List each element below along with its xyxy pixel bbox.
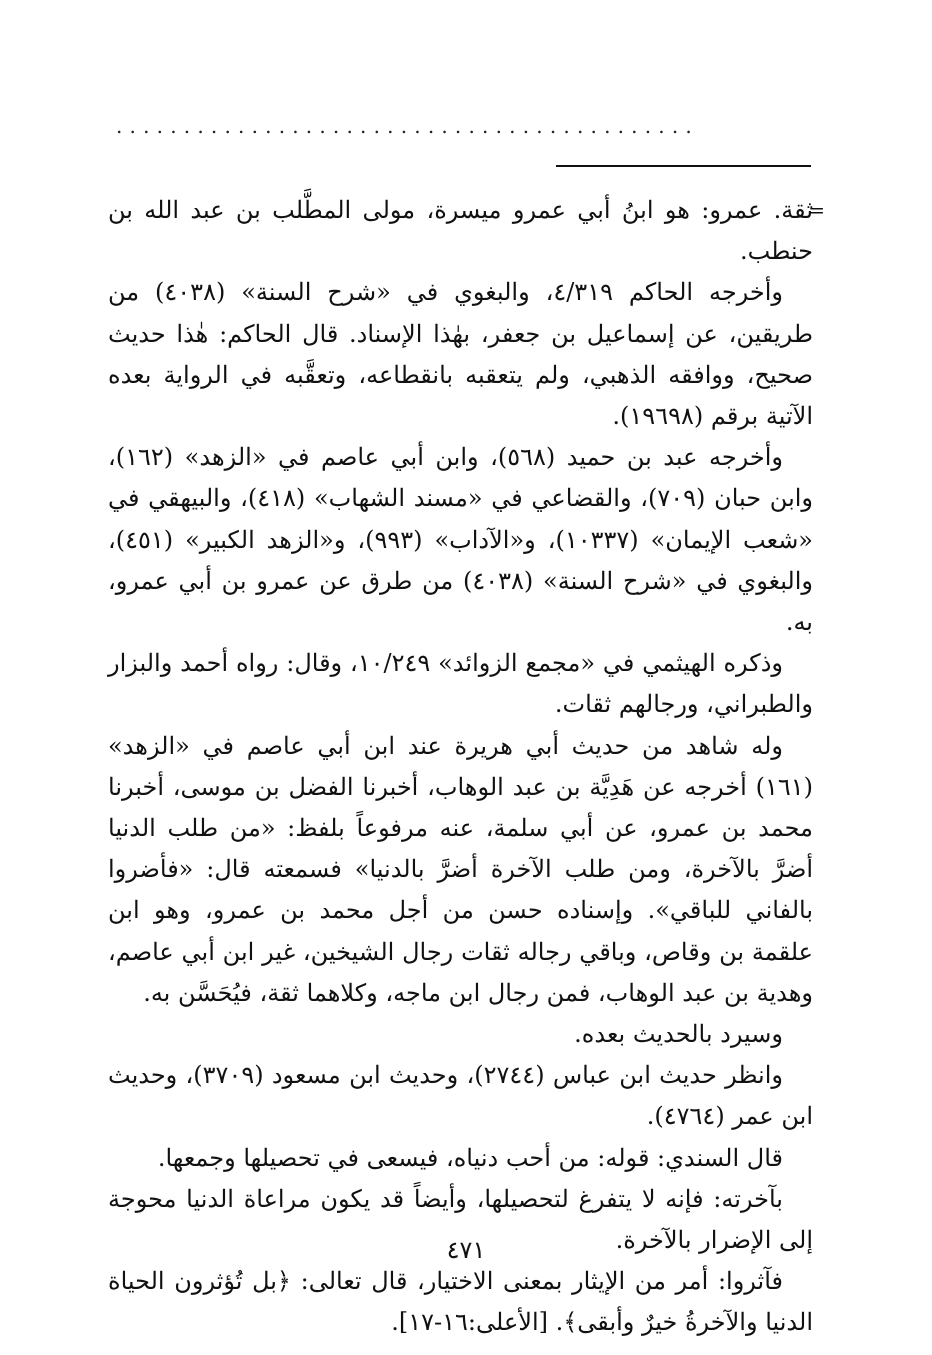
continuation-mark: = <box>808 198 825 222</box>
paragraph-10: فآثروا: أمر من الإيثار بمعنى الاختيار، قال تعالى: ﴿بل تُؤثرون الحياة الدنيا والآخرةُ خيرٌ وأبقى﴾. [الأعلى:١٦-١٧]. <box>108 1267 813 1337</box>
paragraph-8: قال السندي: قوله: من أحب دنياه، فيسعى في تحصيلها وجمعها. <box>157 1143 783 1172</box>
separator-dots: ........................................... <box>116 114 699 138</box>
paragraph-6: وسيرد بالحديث بعده. <box>574 1020 783 1049</box>
paragraph-1 <box>108 190 825 272</box>
paragraph-9: بآخرته: فإنه لا يتفرغ لتحصيلها، وأيضاً قد يكون مراعاة الدنيا محوجة إلى الإضرار بالآخرة. <box>108 1184 813 1255</box>
paragraph-7: وانظر حديث ابن عباس (٢٧٤٤)، وحديث ابن مسعود (٣٧٠٩)، وحديث ابن عمر (٤٧٦٤). <box>108 1061 813 1131</box>
paragraph-2: وأخرجه الحاكم ٤/٣١٩، والبغوي في «شرح السنة» (٤٠٣٨) من طريقين، عن إسماعيل بن جعفر، بهٰذا الإسناد. قال الحاكم: هٰذا حديث صحيح، ووافقه الذهبي، ولم يتعقبه بانقطاعه، وتعقَّبه في الرواية بعده الآتية برقم (١٩٦٩٨). <box>108 278 813 431</box>
footnote-text <box>108 190 825 1344</box>
footnote-rule <box>556 165 811 167</box>
paragraph-text: ثقة. عمرو: هو ابنُ أبي عمرو ميسرة، مولى المطَّلب بن عبد الله بن حنطب. <box>108 196 813 266</box>
paragraph-5: وله شاهد من حديث أبي هريرة عند ابن أبي عاصم في «الزهد» (١٦١) أخرجه عن هَدِيَّة بن عبد الوهاب، أخبرنا الفضل بن موسى، أخبرنا محمد بن عمرو، عن أبي سلمة، عنه مرفوعاً بلفظ: «من طلب الدنيا أضرَّ بالآخرة، ومن طلب الآخرة أضرَّ بالدنيا» فسمعته قال: «فأضروا بالفاني للباقي». وإسناده حسن من أجل محمد بن عمرو، وهو ابن علقمة بن وقاص، وباقي رجاله ثقات رجال الشيخين، غير ابن أبي عاصم، وهدية بن عبد الوهاب، فمن رجال ابن ماجه، وكلاهما ثقة، فيُحَسَّن به. <box>108 731 813 1007</box>
paragraph-3: وأخرجه عبد بن حميد (٥٦٨)، وابن أبي عاصم في «الزهد» (١٦٢)، وابن حبان (٧٠٩)، والقضاعي في «مسند الشهاب» (٤١٨)، والبيهقي في «شعب الإيمان» (١٠٣٣٧)، و«الآداب» (٩٩٣)، و«الزهد الكبير» (٤٥١)، والبغوي في «شرح السنة» (٤٠٣٨) من طرق عن عمرو بن أبي عمرو، به. <box>108 443 814 637</box>
page-number: ٤٧١ <box>446 1236 486 1264</box>
paragraph-4: وذكره الهيثمي في «مجمع الزوائد» ١٠/٢٤٩، وقال: رواه أحمد والبزار والطبراني، ورجالهم ثقات. <box>108 649 813 719</box>
